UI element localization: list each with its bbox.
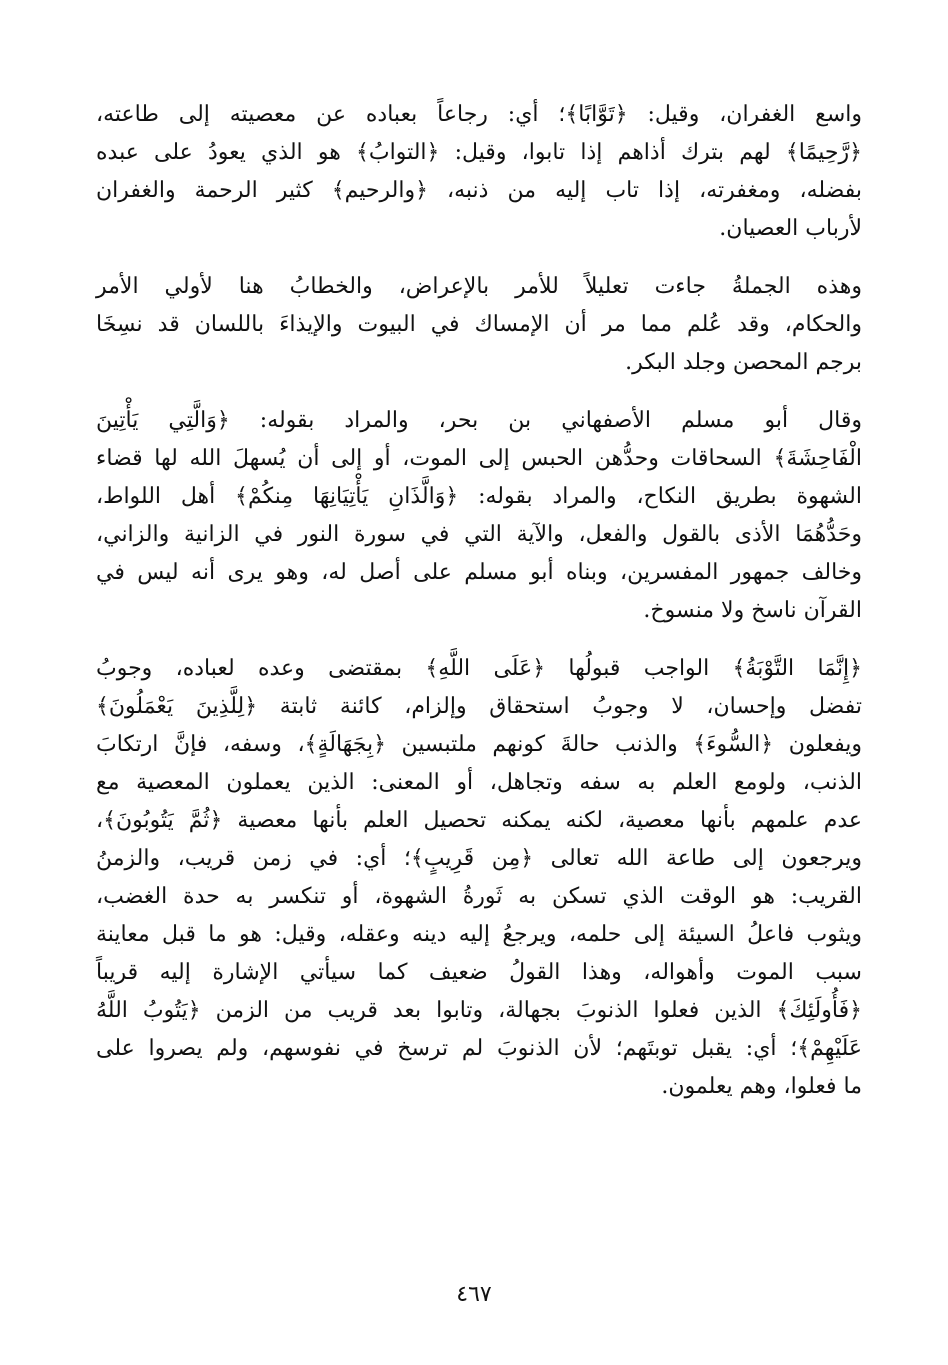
paragraph-2 <box>96 268 862 382</box>
page-number: ٤٦٧ <box>456 1282 492 1307</box>
text-line: القرآن ناسخ ولا منسوخ. <box>643 598 862 623</box>
text-line: عدم علمهم بأنها معصية، لكنه يمكنه تحصيل العلم بأنها معصية ﴿ثُمَّ يَتُوبُونَ﴾، <box>96 808 862 833</box>
paragraph-4 <box>96 650 862 1106</box>
text-line: ﴿رَّحِيمًا﴾ لهم بترك أذاهم إذا تابوا، وقيل: ﴿التوابُ﴾ هو الذي يعودُ على عبده <box>96 140 862 165</box>
text-line: وخالف جمهور المفسرين، وبناه أبو مسلم على أصل له، وهو يرى أنه ليس في <box>96 560 862 585</box>
text-line: ما فعلوا، وهم يعلمون. <box>661 1074 862 1099</box>
text-line: سبب الموت وأهواله، وهذا القولُ ضعيف كما سيأتي الإشارة إليه قريباً <box>96 960 862 985</box>
text-line: الذنب، ولومع العلم به سفه وتجاهل، أو المعنى: الذين يعملون المعصية مع <box>96 770 862 795</box>
text-line: الشهوة بطريق النكاح، والمراد بقوله: ﴿وَالَّذَانِ يَأْتِيَانِهَا مِنكُمْ﴾ أهل اللواط، <box>96 484 862 509</box>
text-line: عَلَيْهِمْ﴾؛ أي: يقبل توبتَهم؛ لأن الذنوبَ لم ترسخ في نفوسهم، ولم يصروا على <box>96 1036 862 1061</box>
text-line: وهذه الجملةُ جاءت تعليلاً للأمر بالإعراض، والخطابُ هنا لأولي الأمر <box>96 274 862 299</box>
text-line: برجم المحصن وجلد البكر. <box>625 350 862 375</box>
text-line: القريب: هو الوقت الذي تسكن به ثَورةُ الشهوة، أو تنكسر به حدة الغضب، <box>96 884 862 909</box>
text-line: وحَدُّهُمَا الأذى بالقول والفعل، والآية التي في سورة النور في الزانية والزاني، <box>96 522 862 547</box>
text-line: وقال أبو مسلم الأصفهاني بن بحر، والمراد بقوله: ﴿وَالَّتِي يَأْتِينَ <box>96 408 862 433</box>
paragraph-3 <box>96 402 862 630</box>
text-line: ﴿فَأُولَئِكَ﴾ الذين فعلوا الذنوبَ بجهالة، وتابوا بعد قريب من الزمن ﴿يَتُوبُ اللَّهُ <box>96 998 862 1023</box>
text-line: بفضله، ومغفرته، إذا تاب إليه من ذنبه، ﴿والرحيم﴾ كثير الرحمة والغفران <box>96 178 862 203</box>
text-line: الْفَاحِشَةَ﴾ السحاقات وحدُّهن الحبس إلى الموت، أو إلى أن يُسهلَ الله لها قضاء <box>96 446 862 471</box>
page-body <box>96 96 862 1106</box>
text-line: ويثوب فاعلُ السيئة إلى حلمه، ويرجعُ إليه دينه وعقله، وقيل: هو ما قبل معاينة <box>96 922 862 947</box>
paragraph-1 <box>96 96 862 248</box>
text-line: والحكام، وقد عُلم مما مر أن الإمساك في البيوت والإيذاءَ باللسان قد نسِخَا <box>96 312 862 337</box>
text-line: لأرباب العصيان. <box>719 216 862 241</box>
text-line: واسع الغفران، وقيل: ﴿تَوَّابًا﴾؛ أي: رجاعاً بعباده عن معصيته إلى طاعته، <box>96 102 862 127</box>
text-line: ويرجعون إلى طاعة الله تعالى ﴿مِن قَرِيبٍ﴾؛ أي: في زمن قريب، والزمنُ <box>96 846 862 871</box>
text-line: ويفعلون ﴿السُّوءَ﴾ والذنب حالةَ كونهم ملتبسين ﴿بِجَهَالَةٍ﴾، وسفه، فإنَّ ارتكابَ <box>96 732 862 757</box>
text-line: تفضل وإحسان، لا وجوبُ استحقاق وإلزام، كائنة ثابتة ﴿لِلَّذِينَ يَعْمَلُونَ﴾ <box>96 694 862 719</box>
text-line: ﴿إِنَّمَا التَّوْبَةُ﴾ الواجب قبولُها ﴿عَلَى اللَّهِ﴾ بمقتضى وعده لعباده، وجوبُ <box>96 656 862 681</box>
